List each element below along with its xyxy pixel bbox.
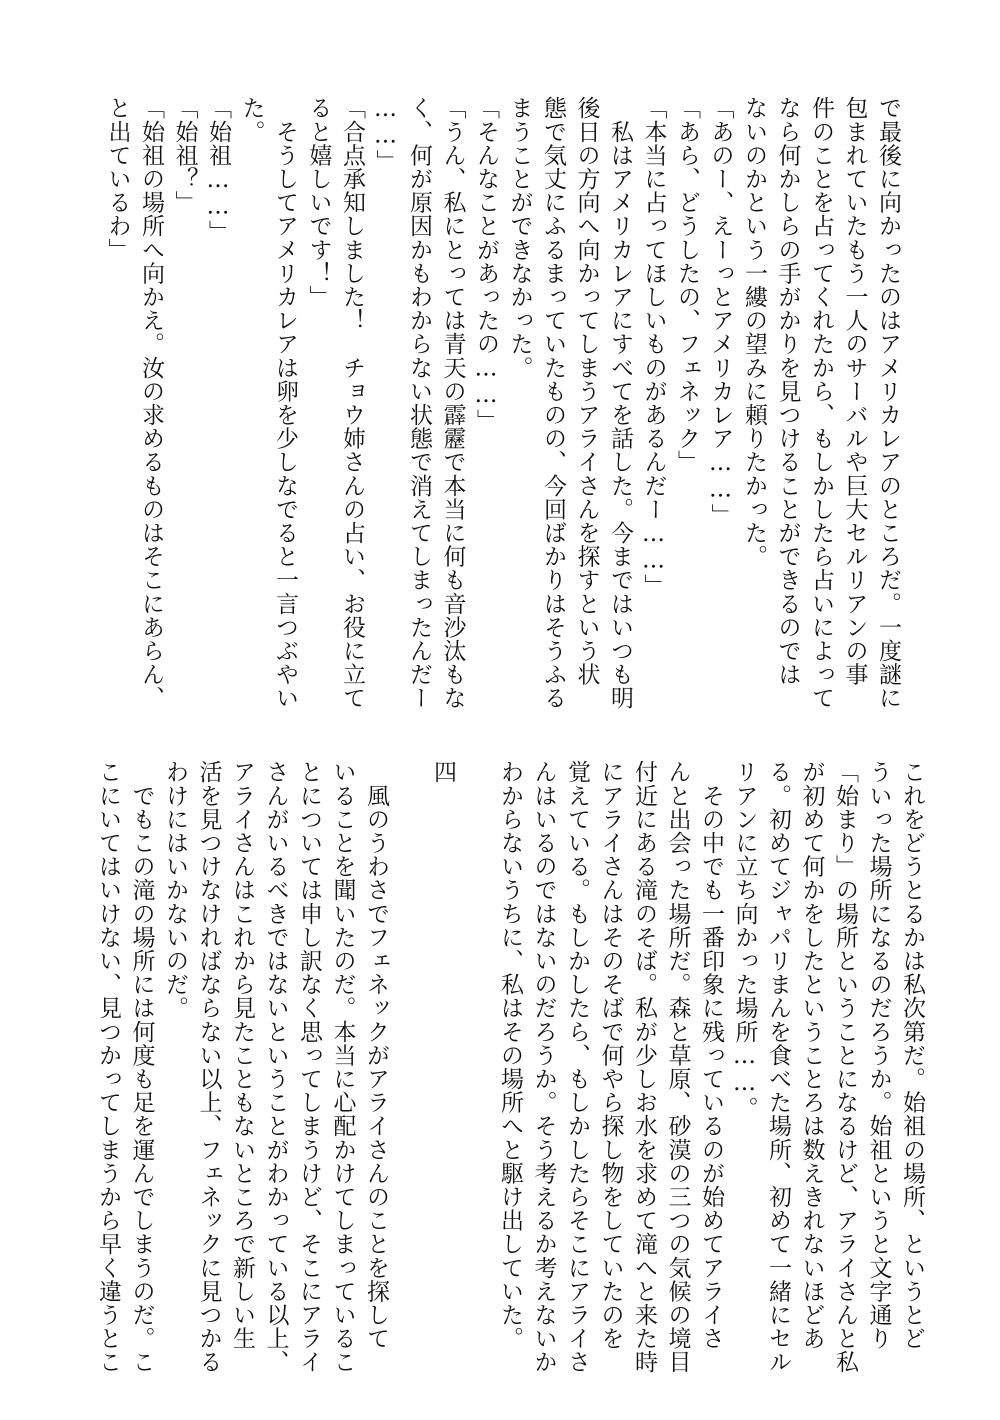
lower-text-line: でもこの滝の場所には何度も足を運んでしまうのだ。こ <box>128 760 155 1374</box>
lower-text-line: とについては申し訳なく思ってしまうけど、そこにアライ <box>296 760 322 1374</box>
lower-text-line: 「始まり」の場所ということになるけど、アライさんと私 <box>832 760 858 1374</box>
upper-text-line: 私はアメリカレアにすべてを話した。今まではいつも明 <box>607 96 633 710</box>
upper-text-line: 「合点承知しました！ チョウ姉さんの占い、お役に立て <box>339 96 365 710</box>
lower-text-line: が初めて何かをしたということろは数えきれないほどあ <box>798 760 825 1350</box>
upper-text-line: 「始祖の場所へ向かえ。汝の求めるものはそこにあらん、 <box>138 96 164 710</box>
lower-text-line <box>459 760 493 1360</box>
lower-text-line: ういった場所になるのだろうか。始祖というと文字通り <box>865 760 892 1350</box>
upper-text-line: 「あのー、えーっとアメリカレア……」 <box>707 96 734 527</box>
lower-text-line: さんがいるべきではないということがわかっている以上、 <box>262 760 289 1374</box>
upper-text-line: く、何が原因かもわからない状態で消えてしまったんだー <box>406 96 432 710</box>
lower-text-line: 活を見つけなければならない以上、フェネックに見つかる <box>195 760 222 1374</box>
upper-text-line: なら何かしらの手がかりを見つけることができるのでは <box>774 96 801 686</box>
lower-text-line: こにいてはいけない、見つかってしまうから早く違うとこ <box>95 760 121 1374</box>
upper-text-line: 「始祖？」 <box>171 96 198 214</box>
upper-text-line: そうしてアメリカレアは卵を少しなでると一言つぶやい <box>272 96 298 710</box>
upper-text-line: 「そんなことがあったの……」 <box>473 96 499 433</box>
lower-text-line <box>392 760 426 1360</box>
lower-text-line: いることを聞いたのだ。本当に心配かけてしまっているこ <box>329 760 356 1374</box>
lower-text-block <box>95 760 928 1374</box>
upper-text-line: 「うん、私にとっては青天の霹靂で本当に何も音沙汰もな <box>439 96 466 710</box>
upper-text-line: と出ているわ」 <box>104 96 131 262</box>
upper-text-line: ないのかという一縷の望みに頼りたかった。 <box>741 96 767 568</box>
upper-text-line: 態で気丈にふるまっていたものの、今回ばかりはそうふる <box>540 96 566 710</box>
upper-text-line: ……」 <box>372 96 399 173</box>
lower-text-line: わけにはいかないのだ。 <box>162 760 188 1020</box>
lower-text-line: 風のうわさでフェネックがアライさんのことを探して <box>363 760 389 1350</box>
upper-text-line: 「本当に占ってほしいものがあるんだー……」 <box>640 96 667 598</box>
upper-text-line: ると嬉しいです！」 <box>305 96 332 309</box>
upper-text-line: 後日の方向へ向かってしまうアライさんを探すという状 <box>573 96 600 686</box>
lower-text-line: わからないうちに、私はその場所へと駆け出していた。 <box>497 760 523 1350</box>
lower-text-line: リアンに立ち向かった場所……。 <box>731 760 758 1120</box>
lower-text-line: その中でも一番印象に残っているのが始めてアライさ <box>698 760 724 1350</box>
lower-text-line: んと出会った場所だ。森と草原、砂漠の三つの気候の境目 <box>664 760 691 1374</box>
lower-text-line: んはいるのではないのだろうか。そう考えるか考えないか <box>530 760 557 1374</box>
lower-text-line: これをどうとるかは私次第だ。始祖の場所、というとど <box>899 760 925 1350</box>
chapter-number: 四 <box>430 760 456 784</box>
lower-text-line: アライさんはこれから見たこともないところで新しい生 <box>229 760 255 1350</box>
upper-text-line: 「あら、どうしたの、フェネック」 <box>674 96 700 474</box>
upper-text-line: た。 <box>238 96 265 144</box>
lower-text-line: 覚えている。もしかしたら、もしかしたらそこにアライさ <box>564 760 590 1374</box>
lower-text-line: 付近にある滝のそば。私が少しお水を求めて滝へと来た時 <box>631 760 657 1374</box>
upper-text-line: 件のことを占ってくれたから、もしかしたら占いによって <box>808 96 834 710</box>
upper-text-line: 包まれていたもう一人のサーバルや巨大セルリアンの事 <box>841 96 868 686</box>
lower-text-line: る。初めてジャパリまんを食べた場所、初めて一緒にセル <box>765 760 791 1374</box>
upper-text-block <box>100 96 904 716</box>
upper-text-line: 「始祖……」 <box>205 96 231 244</box>
lower-text-line: にアライさんはそのそばで何やら探し物をしていたのを <box>597 760 624 1350</box>
upper-text-line: で最後に向かったのはアメリカレアのところだ。一度謎に <box>875 96 901 710</box>
upper-text-line: まうことができなかった。 <box>506 96 533 380</box>
